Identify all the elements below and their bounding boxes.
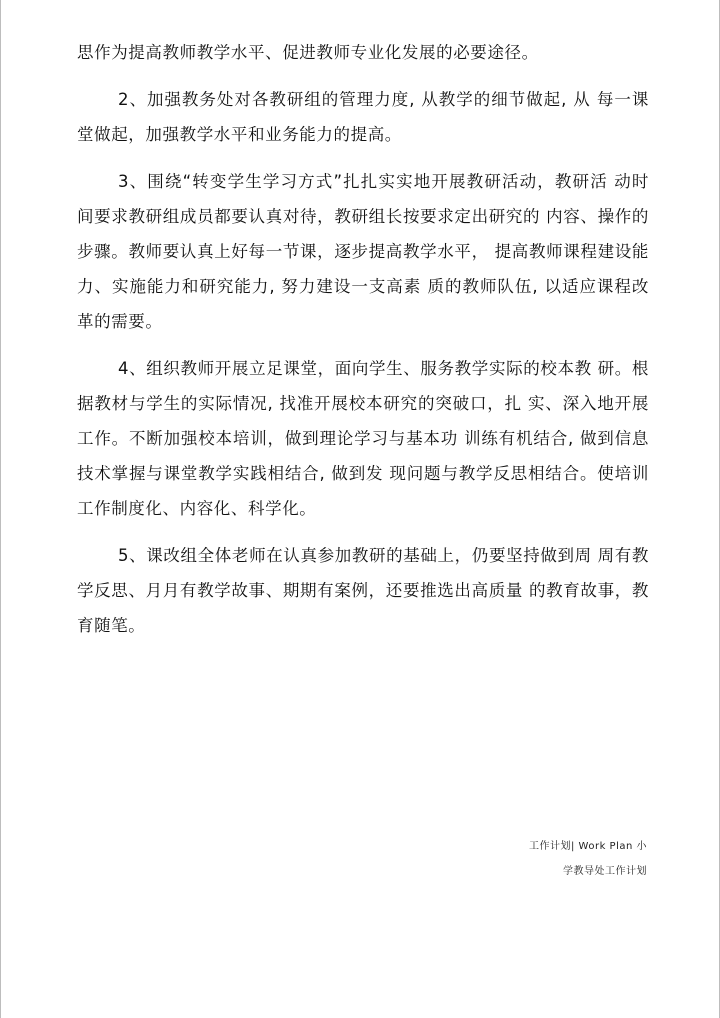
paragraph-item-2: 2、加强教务处对各教研组的管理力度, 从教学的细节做起, 从 每一课堂做起，加强教学水平和业务能力的提高。 [77,90,649,144]
footer-title-line-2: 学教导处工作计划 [563,866,647,877]
document-body [77,35,649,655]
footer-title-line-1: 工作计划| Work Plan 小 [528,841,647,852]
paragraph-continuation: 思作为提高教师教学水平、促进教师专业化发展的必要途径。 [77,43,539,62]
paragraph-item-4: 4、组织教师开展立足课堂，面向学生、服务教学实际的校本教 研。根据教材与学生的实际情况, 找准开展校本研究的突破口，扎 实、深入地开展工作。不断加强校本培训，做到理论学习与基本功 训练有机结合, 做到信息技术掌握与课堂教学实践相结合, 做到发 现问题与教学反思相结合。使培训工作制度化、内容化、科学化。 [77,359,649,518]
paragraph-item-5: 5、课改组全体老师在认真参加教研的基础上，仍要坚持做到周 周有教学反思、月月有教学故事、期期有案例，还要推选出高质量 的教育故事，教育随笔。 [77,546,649,635]
paragraph-item-3: 3、围绕“转变学生学习方式”扎扎实实地开展教研活动，教研活 动时间要求教研组成员都要认真对待，教研组长按要求定出研究的 内容、操作的步骤。教师要认真上好每一节课，逐步提高教学水平， 提高教师课程建设能力、实施能力和研究能力, 努力建设一支高素 质的教师队伍, 以适应课程改革的需要。 [77,172,649,331]
